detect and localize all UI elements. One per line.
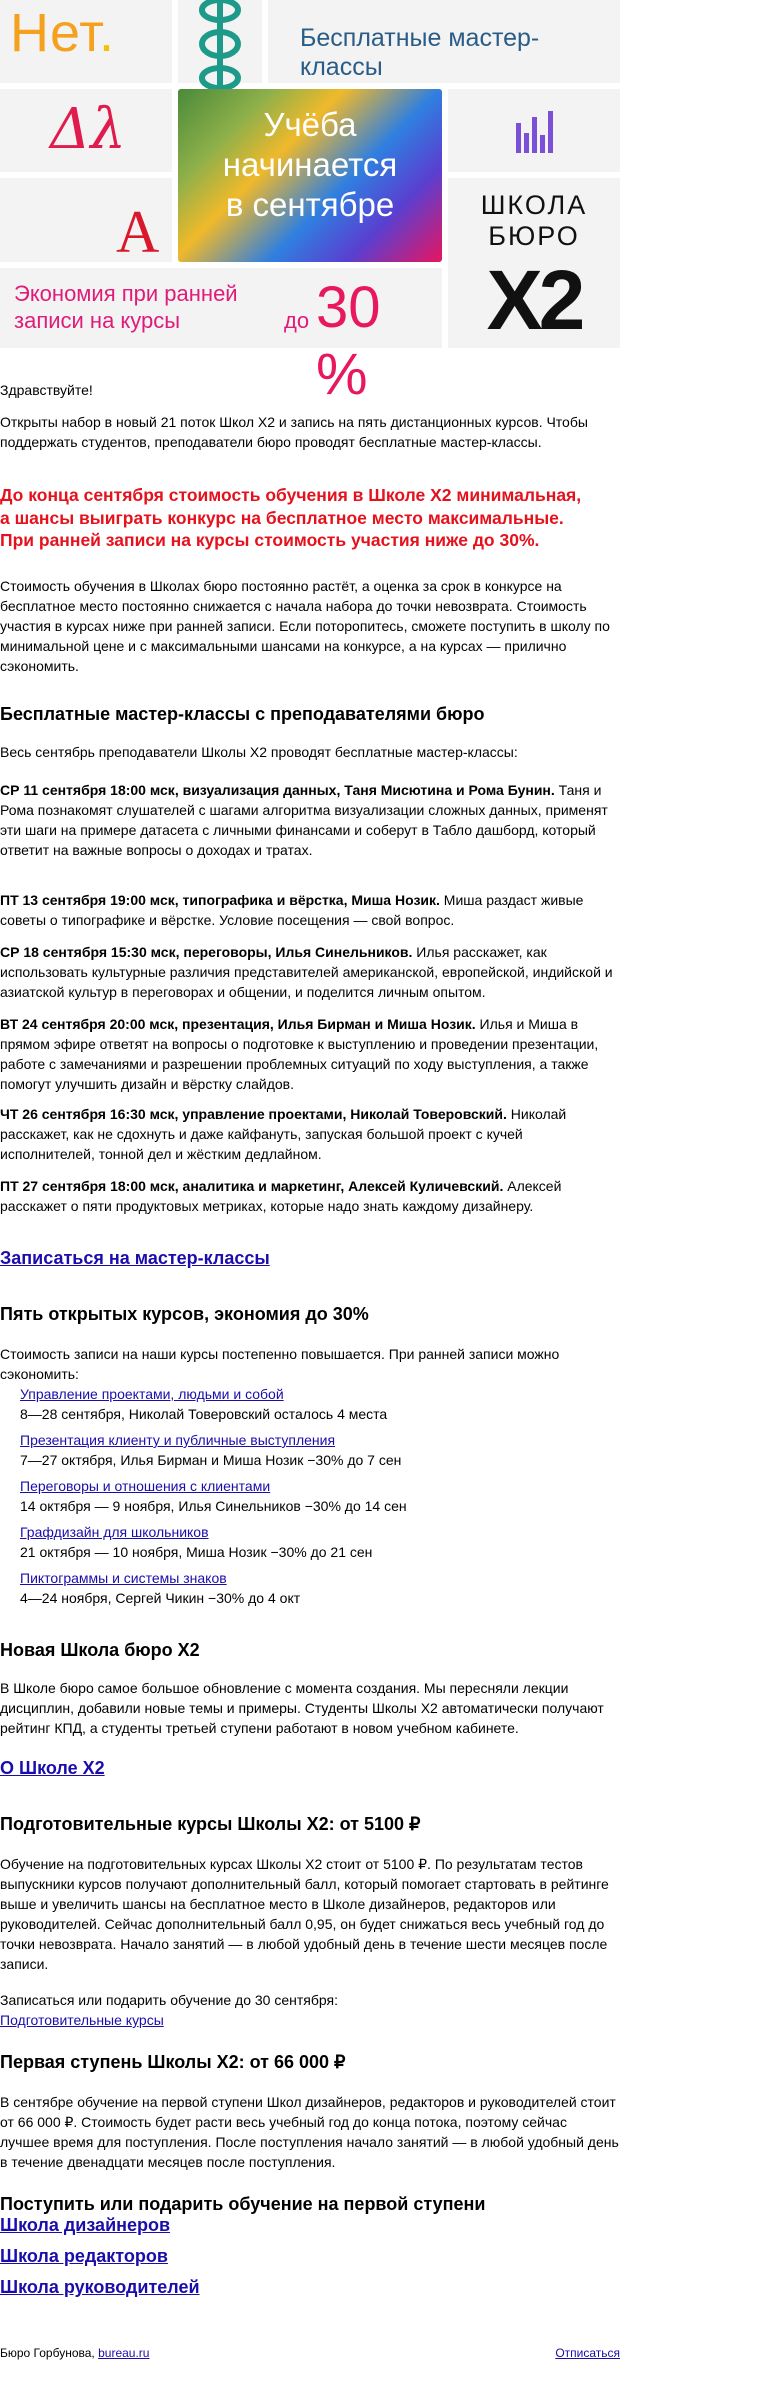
- course-item: [20, 1522, 372, 1562]
- cost-text: Стоимость обучения в Школах бюро постоянно растёт, а оценка за срок в конкурсе на бесплатное место постоянно снижается с начала набора до точки невозврата. Стоимость участия в курсах ниже при ранней записи. Если поторопитесь, сможете поступить в школу по минимальной цене и с максимальными шансами на конкурсе, а на курсах — прилично сэкономить.: [0, 578, 610, 674]
- event-item: [0, 1104, 620, 1164]
- tile-free-classes: [268, 0, 620, 83]
- course-meta: 14 октября — 9 ноября, Илья Синельников −30% до 14 сен: [20, 1498, 407, 1514]
- event-title: СР 18 сентября 15:30 мск, переговоры, Илья Синельников.: [0, 944, 413, 960]
- event-title: ПТ 27 сентября 18:00 мск, аналитика и маркетинг, Алексей Куличевский.: [0, 1178, 504, 1194]
- courses-heading: Пять открытых курсов, экономия до 30%: [0, 1304, 369, 1324]
- editors-school-link[interactable]: Школа редакторов: [0, 2246, 168, 2266]
- tile-fff: [178, 0, 262, 83]
- course-link[interactable]: Управление проектами, людьми и собой: [20, 1386, 284, 1402]
- about-school-link[interactable]: О Школе X2: [0, 1758, 105, 1778]
- economy-line-2: записи на курсы: [14, 308, 181, 333]
- course-link[interactable]: Пиктограммы и системы знаков: [20, 1570, 227, 1586]
- event-title: СР 11 сентября 18:00 мск, визуализация данных, Таня Мисютина и Рома Бунин.: [0, 782, 555, 798]
- course-meta: 21 октября — 10 ноября, Миша Нозик −30% до 21 сен: [20, 1544, 373, 1560]
- event-description: Миша раздаст живые советы о типографике и вёрстке. Условие посещения — свой вопрос.: [0, 892, 584, 928]
- net-dot: .: [98, 3, 115, 63]
- event-description: Алексей расскажет о пяти продуктовых метриках, которые надо знать каждому дизайнеру.: [0, 1178, 562, 1214]
- unsubscribe-link[interactable]: Отписаться: [555, 2346, 620, 2360]
- event-item: [0, 1176, 620, 1216]
- event-item: [0, 1014, 620, 1094]
- course-item: [20, 1568, 300, 1608]
- course-item: [20, 1476, 407, 1516]
- net-logo: [10, 2, 115, 64]
- course-meta: 7—27 октября, Илья Бирман и Миша Нозик −30% до 7 сен: [20, 1452, 402, 1468]
- hero-line-3: в сентябре: [225, 186, 395, 223]
- prep-courses-text: Обучение на подготовительных курсах Школы X2 стоит от 5100 ₽. По результатам тестов выпускники курсов получают дополнительный балл, который помогает стартовать в рейтинге выше и увеличить шансы на бесплатное место в Школе дизайнеров, редакторов или руководителей. Сейчас дополнительный балл 0,95, он будет снижаться весь учебный год до точки невозврата. Начало занятий — в любой удобный день в течение шести месяцев после записи.: [0, 1856, 609, 1972]
- prep-signup-text: Записаться или подарить обучение до 30 сентября:: [0, 1992, 338, 2008]
- school-line-2: БЮРО: [488, 221, 580, 251]
- intro-text: Открыты набор в новый 21 поток Школ X2 и запись на пять дистанционных курсов. Чтобы поддержать студентов, преподаватели бюро проводят бесплатные мастер-классы.: [0, 414, 588, 450]
- event-title: ПТ 13 сентября 19:00 мск, типографика и вёрстка, Миша Нозик.: [0, 892, 440, 908]
- deadline-highlight: [0, 484, 581, 552]
- footer-company: Бюро Горбунова,: [0, 2346, 99, 2360]
- delta-lambda-glyph: Δλ: [50, 97, 126, 162]
- course-link[interactable]: Переговоры и отношения с клиентами: [20, 1478, 271, 1494]
- highlight-line-3: При ранней записи на курсы стоимость участия ниже до 30%.: [0, 530, 540, 550]
- free-classes-label: Бесплатные мастер-классы: [300, 24, 540, 81]
- a-letter-glyph: А: [116, 199, 160, 265]
- enter-heading: Поступить или подарить обучение на первой ступени: [0, 2194, 486, 2214]
- course-link[interactable]: Графдизайн для школьников: [20, 1524, 209, 1540]
- tile-delta-lambda: [0, 89, 172, 172]
- tile-hero: [178, 89, 442, 262]
- ef-letters-icon: [178, 0, 262, 83]
- tile-bars: [448, 89, 620, 172]
- site-link[interactable]: bureau.ru: [98, 2346, 150, 2360]
- hero-line-1: Учёба: [263, 106, 357, 143]
- first-stage-text: В сентябре обучение на первой ступени Школ дизайнеров, редакторов и руководителей стоит от 66 000 ₽. Стоимость будет расти весь учебный год до конца потока, поэтому сейчас лучшее время для поступления. После поступления начало занятий — в любой удобный день в течение двенадцати месяцев после поступления.: [0, 2094, 619, 2170]
- course-item: [20, 1384, 387, 1424]
- course-item: [20, 1430, 401, 1470]
- school-label: [448, 190, 620, 252]
- economy-do: до: [284, 308, 310, 333]
- economy-percent: 30 %: [316, 275, 381, 407]
- net-word: Нет: [10, 3, 99, 63]
- economy-line-1: Экономия при ранней: [14, 281, 238, 306]
- designers-school-link[interactable]: Школа дизайнеров: [0, 2215, 171, 2235]
- prep-courses-heading: Подготовительные курсы Школы X2: от 5100 ₽: [0, 1814, 421, 1834]
- hero-line-2: начинается: [222, 146, 398, 183]
- footer-unsubscribe: [555, 2346, 620, 2360]
- x2-logo: X2: [486, 253, 582, 347]
- hero-text: [178, 105, 442, 225]
- prep-courses-link[interactable]: Подготовительные курсы: [0, 2012, 164, 2028]
- tile-net: [0, 0, 172, 83]
- event-description: Илья и Миша в прямом эфире ответят на вопросы о подготовке к выступлению и проведении презентации, работе с замечаниями и разрешении проблемных ситуаций по ходу выступления, а также помогут улучшить дизайн и вёрстку слайдов.: [0, 1016, 599, 1092]
- course-meta: 8—28 сентября, Николай Товеровский осталось 4 места: [20, 1406, 388, 1422]
- event-item: [0, 942, 620, 1002]
- course-meta: 4—24 ноября, Сергей Чикин −30% до 4 окт: [20, 1590, 301, 1606]
- event-title: ЧТ 26 сентября 16:30 мск, управление проектами, Николай Товеровский.: [0, 1106, 507, 1122]
- highlight-line-2: а шансы выиграть конкурс на бесплатное место максимальные.: [0, 507, 564, 528]
- managers-school-link[interactable]: Школа руководителей: [0, 2277, 200, 2297]
- tile-a-letter: [0, 178, 172, 265]
- footer-signature: [0, 2346, 149, 2360]
- bar-chart-icon: [514, 109, 554, 153]
- new-school-heading: Новая Школа бюро X2: [0, 1640, 200, 1660]
- event-item: [0, 890, 620, 930]
- master-classes-heading: Бесплатные мастер-классы с преподавателями бюро: [0, 704, 485, 724]
- new-school-text: В Школе бюро самое большое обновление с момента создания. Мы пересняли лекции дисциплин, добавили новые темы и примеры. Студенты Школы X2 автоматически получают рейтинг КПД, а студенты третьей ступени работают в новом учебном кабинете.: [0, 1680, 604, 1736]
- school-line-1: ШКОЛА: [480, 190, 588, 220]
- event-description: Николай расскажет, как не сдохнуть и даже кайфануть, запуская большой проект с кучей исполнителей, тонной дел и жёстким дедлайном.: [0, 1106, 567, 1162]
- event-description: Таня и Рома познакомят слушателей с шагами алгоритма визуализации сложных данных, применят эти шаги на примере датасета с личными финансами и соберут в Табло дашборд, который ответит на важные вопросы о доходах и тратах.: [0, 782, 608, 858]
- economy-label: [14, 280, 238, 334]
- course-link[interactable]: Презентация клиенту и публичные выступления: [20, 1432, 336, 1448]
- tile-school-x2: [448, 178, 620, 348]
- event-item: [0, 780, 620, 860]
- first-stage-heading: Первая ступень Школы X2: от 66 000 ₽: [0, 2052, 346, 2072]
- event-title: ВТ 24 сентября 20:00 мск, презентация, Илья Бирман и Миша Нозик.: [0, 1016, 476, 1032]
- master-classes-intro: Весь сентябрь преподаватели Школы X2 проводят бесплатные мастер-классы:: [0, 744, 518, 760]
- greeting: Здравствуйте!: [0, 382, 93, 398]
- event-description: Илья расскажет, как использовать культурные различия представителей американской, европейской, индийской и азиатской культур в переговорах и общении, и поделится личным опытом.: [0, 944, 613, 1000]
- prep-signup: [0, 1990, 338, 2030]
- highlight-line-1: До конца сентября стоимость обучения в Школе X2 минимальная,: [0, 485, 582, 505]
- courses-intro: Стоимость записи на наши курсы постепенно повышается. При ранней записи можно сэкономить:: [0, 1346, 560, 1382]
- signup-master-classes-link[interactable]: Записаться на мастер-классы: [0, 1248, 270, 1268]
